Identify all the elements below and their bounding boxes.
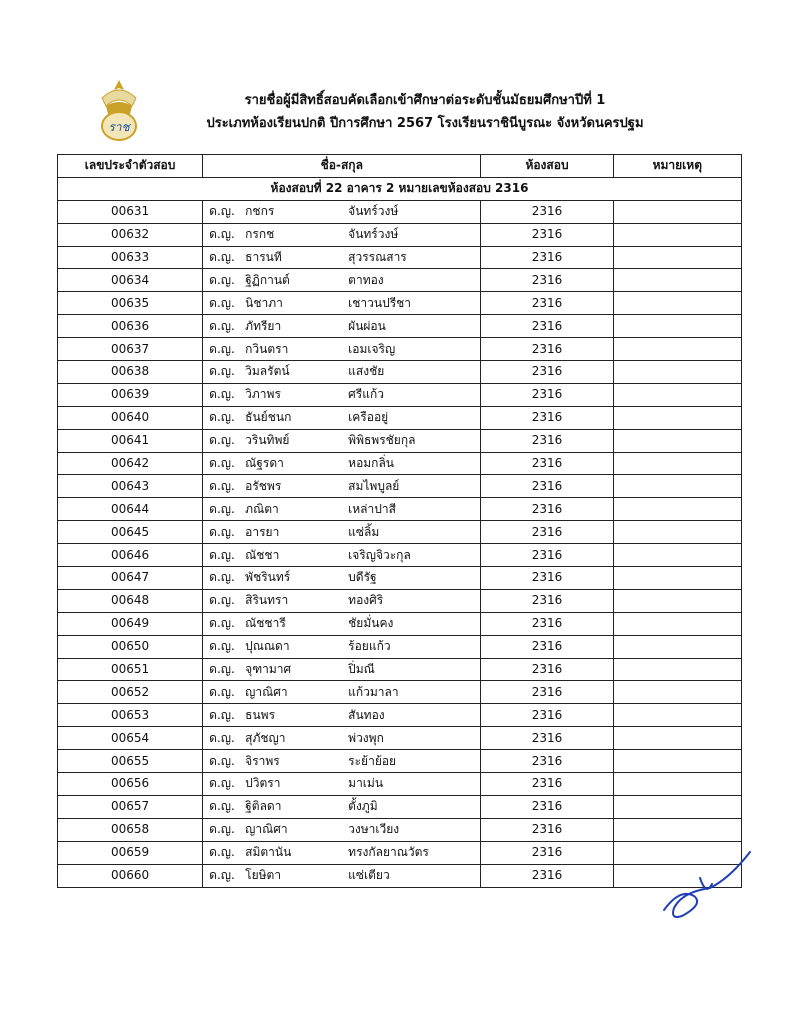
first-name: ณัชชา (245, 547, 280, 562)
room-cell: 2316 (481, 429, 613, 452)
name-cell (203, 818, 481, 841)
first-name: ปุณณดา (245, 639, 290, 654)
last-name: ตาทอง (348, 272, 384, 287)
exam-id-cell: 00631 (58, 200, 203, 223)
table-header-row (58, 155, 742, 178)
table-row (58, 383, 742, 406)
name-cell (203, 612, 481, 635)
table-row (58, 567, 742, 590)
last-name: ผันผ่อน (348, 318, 386, 333)
last-name: สมไพบูลย์ (348, 478, 400, 493)
room-cell: 2316 (481, 841, 613, 864)
last-name: หอมกลิ่น (348, 456, 395, 471)
name-prefix: ด.ญ. (209, 478, 235, 493)
table-row (58, 200, 742, 223)
note-cell (613, 246, 741, 269)
room-cell: 2316 (481, 795, 613, 818)
column-header-room: ห้องสอบ (481, 155, 613, 178)
last-name: แสงชัย (348, 364, 385, 379)
name-prefix: ด.ญ. (209, 433, 235, 448)
last-name: ชัยมั่นคง (348, 616, 394, 631)
note-cell (613, 750, 741, 773)
page-title-line1: รายชื่อผู้มีสิทธิ์สอบคัดเลือกเข้าศึกษาต่อระดับชั้นมัธยมศึกษาปีที่ 1 (244, 93, 606, 108)
first-name: ณัฐรดา (245, 456, 284, 471)
name-prefix: ด.ญ. (209, 204, 235, 219)
note-cell (613, 727, 741, 750)
column-header-name: ชื่อ-สกุล (203, 155, 481, 178)
name-cell (203, 521, 481, 544)
exam-id-cell: 00653 (58, 704, 203, 727)
name-cell (203, 841, 481, 864)
handwritten-signature (660, 848, 752, 920)
name-cell (203, 269, 481, 292)
table-row (58, 635, 742, 658)
school-logo (96, 78, 142, 144)
name-cell (203, 406, 481, 429)
first-name: กรกช (245, 227, 275, 242)
note-cell (613, 338, 741, 361)
exam-id-cell: 00660 (58, 864, 203, 887)
room-cell: 2316 (481, 544, 613, 567)
name-prefix: ด.ญ. (209, 593, 235, 608)
last-name: วงษาเวียง (348, 822, 400, 837)
exam-id-cell: 00650 (58, 635, 203, 658)
name-prefix: ด.ญ. (209, 753, 235, 768)
note-cell (613, 200, 741, 223)
exam-id-cell: 00636 (58, 315, 203, 338)
name-prefix: ด.ญ. (209, 341, 235, 356)
room-cell: 2316 (481, 658, 613, 681)
first-name: อรัชพร (245, 478, 282, 493)
exam-id-cell: 00634 (58, 269, 203, 292)
table-row (58, 612, 742, 635)
exam-id-cell: 00656 (58, 773, 203, 796)
exam-id-cell: 00643 (58, 475, 203, 498)
last-name: ปิ่มณี (348, 662, 375, 677)
note-cell (613, 361, 741, 384)
name-cell (203, 429, 481, 452)
room-cell: 2316 (481, 292, 613, 315)
name-prefix: ด.ญ. (209, 364, 235, 379)
table-row (58, 498, 742, 521)
name-prefix: ด.ญ. (209, 387, 235, 402)
exam-id-cell: 00659 (58, 841, 203, 864)
name-cell (203, 864, 481, 887)
table-row (58, 841, 742, 864)
first-name: กวินตรา (245, 341, 289, 356)
name-prefix: ด.ญ. (209, 662, 235, 677)
section-row (58, 177, 742, 200)
name-cell (203, 773, 481, 796)
exam-id-cell: 00639 (58, 383, 203, 406)
name-cell (203, 498, 481, 521)
exam-id-cell: 00648 (58, 589, 203, 612)
exam-id-cell: 00652 (58, 681, 203, 704)
first-name: สิรินทรา (245, 593, 289, 608)
last-name: แก้วมาลา (348, 684, 399, 699)
table-row (58, 750, 742, 773)
table-row (58, 223, 742, 246)
room-cell: 2316 (481, 338, 613, 361)
table-row (58, 406, 742, 429)
note-cell (613, 223, 741, 246)
room-cell: 2316 (481, 521, 613, 544)
name-cell (203, 292, 481, 315)
room-cell: 2316 (481, 612, 613, 635)
table-row (58, 773, 742, 796)
last-name: ตั้งภูมิ (348, 799, 378, 814)
name-prefix: ด.ญ. (209, 570, 235, 585)
name-cell (203, 635, 481, 658)
name-cell (203, 544, 481, 567)
last-name: เชาวนปรีชา (348, 295, 412, 310)
note-cell (613, 452, 741, 475)
room-cell: 2316 (481, 269, 613, 292)
first-name: กชกร (245, 204, 275, 219)
room-cell: 2316 (481, 750, 613, 773)
last-name: พิพิธพรชัยกุล (348, 433, 416, 448)
first-name: ญาณิศา (245, 684, 288, 699)
name-cell (203, 567, 481, 590)
room-cell: 2316 (481, 246, 613, 269)
name-cell (203, 361, 481, 384)
name-prefix: ด.ญ. (209, 730, 235, 745)
first-name: จิราพร (245, 753, 280, 768)
note-cell (613, 681, 741, 704)
last-name: แซ่ลิ้ม (348, 524, 380, 539)
room-cell: 2316 (481, 200, 613, 223)
candidate-table (57, 154, 742, 888)
note-cell (613, 315, 741, 338)
name-prefix: ด.ญ. (209, 799, 235, 814)
name-prefix: ด.ญ. (209, 524, 235, 539)
name-cell (203, 727, 481, 750)
first-name: ภัทรียา (245, 318, 282, 333)
exam-id-cell: 00635 (58, 292, 203, 315)
first-name: วิภาพร (245, 387, 281, 402)
room-cell: 2316 (481, 475, 613, 498)
exam-id-cell: 00638 (58, 361, 203, 384)
name-cell (203, 338, 481, 361)
name-prefix: ด.ญ. (209, 776, 235, 791)
note-cell (613, 269, 741, 292)
room-cell: 2316 (481, 361, 613, 384)
name-cell (203, 475, 481, 498)
note-cell (613, 818, 741, 841)
room-cell: 2316 (481, 589, 613, 612)
name-cell (203, 200, 481, 223)
table-row (58, 818, 742, 841)
first-name: สมิตานัน (245, 845, 292, 860)
room-cell: 2316 (481, 818, 613, 841)
name-cell (203, 452, 481, 475)
room-cell: 2316 (481, 383, 613, 406)
last-name: สันทอง (348, 707, 385, 722)
name-prefix: ด.ญ. (209, 845, 235, 860)
first-name: อารยา (245, 524, 280, 539)
last-name: ระย้าย้อย (348, 753, 397, 768)
note-cell (613, 635, 741, 658)
table-row (58, 292, 742, 315)
name-cell (203, 383, 481, 406)
last-name: ร้อยแก้ว (348, 639, 391, 654)
first-name: โยษิตา (245, 868, 282, 883)
exam-id-cell: 00644 (58, 498, 203, 521)
note-cell (613, 567, 741, 590)
name-cell (203, 246, 481, 269)
last-name: เครืออยู่ (348, 410, 389, 425)
room-cell: 2316 (481, 864, 613, 887)
room-cell: 2316 (481, 681, 613, 704)
name-prefix: ด.ญ. (209, 639, 235, 654)
room-cell: 2316 (481, 315, 613, 338)
exam-id-cell: 00647 (58, 567, 203, 590)
name-prefix: ด.ญ. (209, 616, 235, 631)
note-cell (613, 704, 741, 727)
table-row (58, 475, 742, 498)
table-row (58, 521, 742, 544)
name-prefix: ด.ญ. (209, 410, 235, 425)
note-cell (613, 658, 741, 681)
name-cell (203, 795, 481, 818)
name-prefix: ด.ญ. (209, 456, 235, 471)
room-cell: 2316 (481, 452, 613, 475)
exam-id-cell: 00654 (58, 727, 203, 750)
exam-id-cell: 00641 (58, 429, 203, 452)
first-name: ปวิตรา (245, 776, 281, 791)
column-header-exam-id: เลขประจำตัวสอบ (58, 155, 203, 178)
name-cell (203, 750, 481, 773)
exam-id-cell: 00637 (58, 338, 203, 361)
note-cell (613, 612, 741, 635)
exam-id-cell: 00633 (58, 246, 203, 269)
first-name: สุภัชญา (245, 730, 286, 745)
first-name: ธารนที (245, 250, 282, 264)
last-name: มาเม่น (348, 776, 384, 791)
table-row (58, 704, 742, 727)
column-header-note: หมายเหตุ (613, 155, 741, 178)
first-name: ฐิติลดา (245, 799, 282, 814)
name-prefix: ด.ญ. (209, 295, 235, 310)
note-cell (613, 498, 741, 521)
first-name: ณัชชารี (245, 616, 286, 631)
last-name: สุวรรณสาร (348, 250, 407, 264)
last-name: พ่วงพุก (348, 730, 384, 745)
name-cell (203, 315, 481, 338)
exam-id-cell: 00657 (58, 795, 203, 818)
table-row (58, 544, 742, 567)
exam-id-cell: 00649 (58, 612, 203, 635)
room-cell: 2316 (481, 635, 613, 658)
note-cell (613, 544, 741, 567)
name-cell (203, 658, 481, 681)
last-name: ทรงกัลยาณวัตร (348, 845, 429, 860)
table-row (58, 795, 742, 818)
exam-id-cell: 00646 (58, 544, 203, 567)
exam-id-cell: 00632 (58, 223, 203, 246)
room-cell: 2316 (481, 223, 613, 246)
table-row (58, 246, 742, 269)
name-prefix: ด.ญ. (209, 318, 235, 333)
note-cell (613, 475, 741, 498)
note-cell (613, 589, 741, 612)
room-cell: 2316 (481, 406, 613, 429)
last-name: จันทร์วงษ์ (348, 204, 399, 219)
first-name: พัชรินทร์ (245, 570, 291, 585)
table-row (58, 315, 742, 338)
name-cell (203, 681, 481, 704)
last-name: ศรีแก้ว (348, 387, 384, 402)
first-name: ภณิตา (245, 501, 279, 516)
name-prefix: ด.ญ. (209, 684, 235, 699)
name-prefix: ด.ญ. (209, 272, 235, 287)
last-name: จันทร์วงษ์ (348, 227, 399, 242)
exam-id-cell: 00658 (58, 818, 203, 841)
table-row (58, 658, 742, 681)
name-prefix: ด.ญ. (209, 250, 235, 264)
name-cell (203, 704, 481, 727)
exam-id-cell: 00655 (58, 750, 203, 773)
exam-id-cell: 00651 (58, 658, 203, 681)
table-row (58, 727, 742, 750)
first-name: วรินทิพย์ (245, 433, 290, 448)
table-row (58, 864, 742, 887)
note-cell (613, 521, 741, 544)
last-name: เหล่าปาสี (348, 501, 396, 516)
page-title-line2: ประเภทห้องเรียนปกติ ปีการศึกษา 2567 โรงเรียนราชินีบูรณะ จังหวัดนครปฐม (206, 116, 644, 131)
last-name: เอมเจริญ (348, 341, 396, 356)
first-name: จุฑามาศ (245, 662, 292, 677)
note-cell (613, 383, 741, 406)
table-row (58, 429, 742, 452)
name-prefix: ด.ญ. (209, 868, 235, 883)
first-name: ญาณิศา (245, 822, 288, 837)
room-cell: 2316 (481, 773, 613, 796)
name-prefix: ด.ญ. (209, 227, 235, 242)
table-row (58, 338, 742, 361)
last-name: ทองศิริ (348, 593, 384, 608)
first-name: ฐิฏิกานต์ (245, 272, 290, 287)
name-prefix: ด.ญ. (209, 547, 235, 562)
note-cell (613, 773, 741, 796)
note-cell (613, 406, 741, 429)
name-prefix: ด.ญ. (209, 822, 235, 837)
table-row (58, 589, 742, 612)
exam-id-cell: 00645 (58, 521, 203, 544)
logo-text: ราช (108, 120, 130, 134)
table-row (58, 361, 742, 384)
table-row (58, 269, 742, 292)
first-name: ธันย์ชนก (245, 410, 292, 425)
first-name: นิชาภา (245, 295, 283, 310)
room-cell: 2316 (481, 567, 613, 590)
exam-id-cell: 00640 (58, 406, 203, 429)
name-cell (203, 223, 481, 246)
name-cell (203, 589, 481, 612)
first-name: ธนพร (245, 707, 276, 722)
name-prefix: ด.ญ. (209, 707, 235, 722)
table-row (58, 681, 742, 704)
name-prefix: ด.ญ. (209, 501, 235, 516)
exam-id-cell: 00642 (58, 452, 203, 475)
section-label: ห้องสอบที่ 22 อาคาร 2 หมายเลขห้องสอบ 2316 (58, 177, 742, 200)
table-row (58, 452, 742, 475)
first-name: วิมลรัตน์ (245, 364, 290, 379)
last-name: เจริญจิวะกุล (348, 547, 411, 562)
last-name: แซ่เตียว (348, 868, 390, 883)
note-cell (613, 795, 741, 818)
last-name: บดีรัฐ (348, 570, 377, 585)
room-cell: 2316 (481, 727, 613, 750)
room-cell: 2316 (481, 704, 613, 727)
note-cell (613, 429, 741, 452)
note-cell (613, 292, 741, 315)
room-cell: 2316 (481, 498, 613, 521)
